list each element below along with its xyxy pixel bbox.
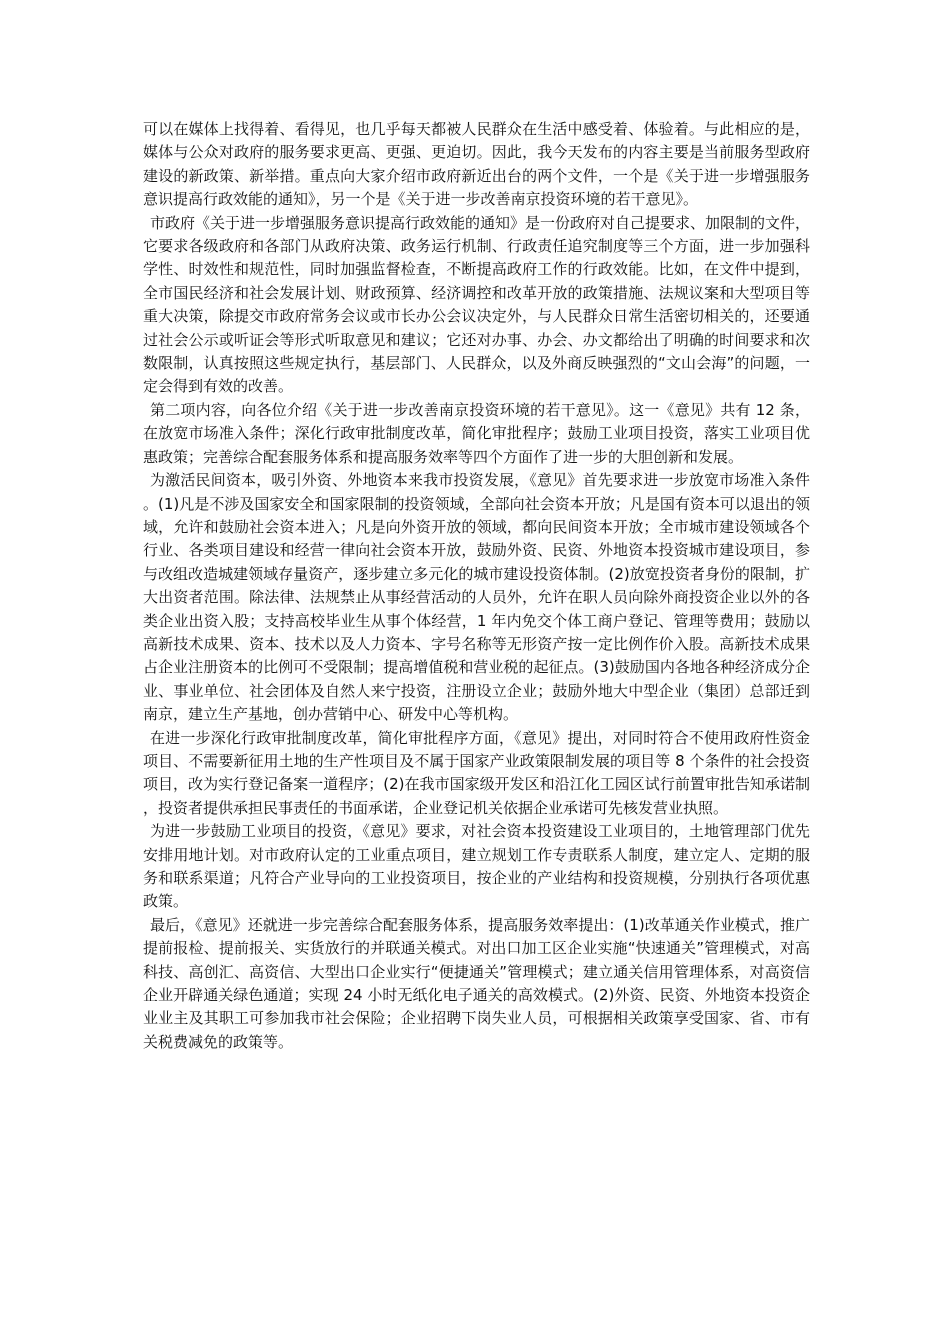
- paragraph-approval-reform: 在进一步深化行政审批制度改革，简化审批程序方面，《意见》提出，对同时符合不使用政府性资金项目、不需要新征用土地的生产性项目及不属于国家产业政策限制发展的项目等 8 个条件的社会投资项目，改为实行登记备案一道程序；(2)在我市国家级开发区和沿江化工园区试行前置审批告知承诺制，投资者提供承担民事责任的书面承诺，企业登记机关依据企业承诺可先核发营业执照。: [143, 728, 810, 817]
- paragraph-market-access: 为激活民间资本，吸引外资、外地资本来我市投资发展，《意见》首先要求进一步放宽市场准入条件。(1)凡是不涉及国家安全和国家限制的投资领域，全部向社会资本开放；凡是国有资本可以退出的领域，允许和鼓励社会资本进入；凡是向外资开放的领域，都向民间资本开放；全市城市建设领域各个行业、各类项目建设和经营一律向社会资本开放，鼓励外资、民资、外地资本投资城市建设项目，参与改组改造城建领域存量资产，逐步建立多元化的城市建设投资体制。(2)放宽投资者身份的限制，扩大出资者范围。除法律、法规禁止从事经营活动的人员外，允许在职人员向除外商投资企业以外的各类企业出资入股；支持高校毕业生从事个体经营，1 年内免交个体工商户登记、管理等费用；鼓励以高新技术成果、资本、技术以及人力资本、字号名称等无形资产按一定比例作价入股。高新技术成果占企业注册资本的比例可不受限制；提高增值税和营业税的起征点。(3)鼓励国内各地各种经济成分企业、事业单位、社会团体及自然人来宁投资，注册设立企业；鼓励外地大中型企业（集团）总部迁到南京，建立生产基地，创办营销中心、研发中心等机构。: [143, 471, 810, 724]
- paragraph-intro-continuation: 可以在媒体上找得着、看得见，也几乎每天都被人民群众在生活中感受着、体验着。与此相应的是，媒体与公众对政府的服务要求更高、更强、更迫切。因此，我今天发布的内容主要是当前服务型政府建设的新政策、新举措。重点向大家介绍市政府新近出台的两个文件，一个是《关于进一步增强服务意识提高行政效能的通知》，另一个是《关于进一步改善南京投资环境的若干意见》。: [143, 120, 810, 209]
- paragraph-service-system: 最后，《意见》还就进一步完善综合配套服务体系，提高服务效率提出：(1)改革通关作业模式，推广提前报检、提前报关、实货放行的并联通关模式。对出口加工区企业实施“快速通关”管理模式，对高科技、高创汇、高资信、大型出口企业实行“便捷通关”管理模式；建立通关信用管理体系，对高资信企业开辟通关绿色通道；实现 24 小时无纸化电子通关的高效模式。(2)外资、民资、外地资本投资企业业主及其职工可参加我市社会保险；企业招聘下岗失业人员，可根据相关政策享受国家、省、市有关税费减免的政策等。: [143, 915, 810, 1051]
- paragraph-efficiency-notice: 市政府《关于进一步增强服务意识提高行政效能的通知》是一份政府对自己提要求、加限制的文件，它要求各级政府和各部门从政府决策、政务运行机制、行政责任追究制度等三个方面，进一步加强科学性、时效性和规范性，同时加强监督检查，不断提高政府工作的行政效能。比如，在文件中提到，全市国民经济和社会发展计划、财政预算、经济调控和改革开放的政策措施、法规议案和大型项目等重大决策，除提交市政府常务会议或市长办公会议决定外，与人民群众日常生活密切相关的，还要通过社会公示或听证会等形式听取意见和建议；它还对办事、办会、办文都给出了明确的时间要求和次数限制，认真按照这些规定执行，基层部门、人民群众，以及外商反映强烈的“文山会海”的问题，一定会得到有效的改善。: [143, 213, 811, 396]
- paragraph-industrial-investment: 为进一步鼓励工业项目的投资，《意见》要求，对社会资本投资建设工业项目的，土地管理部门优先安排用地计划。对市政府认定的工业重点项目，建立规划工作专责联系人制度，建立定人、定期的服务和联系渠道；凡符合产业导向的工业投资项目，按企业的产业结构和投资规模，分别执行各项优惠政策。: [143, 822, 810, 911]
- document-body: [143, 118, 810, 1054]
- paragraph-investment-opinions: 第二项内容，向各位介绍《关于进一步改善南京投资环境的若干意见》。这一《意见》共有 12 条，在放宽市场准入条件；深化行政审批制度改革，简化审批程序；鼓励工业项目投资，落实工业项目优惠政策；完善综合配套服务体系和提高服务效率等四个方面作了进一步的大胆创新和发展。: [143, 400, 810, 466]
